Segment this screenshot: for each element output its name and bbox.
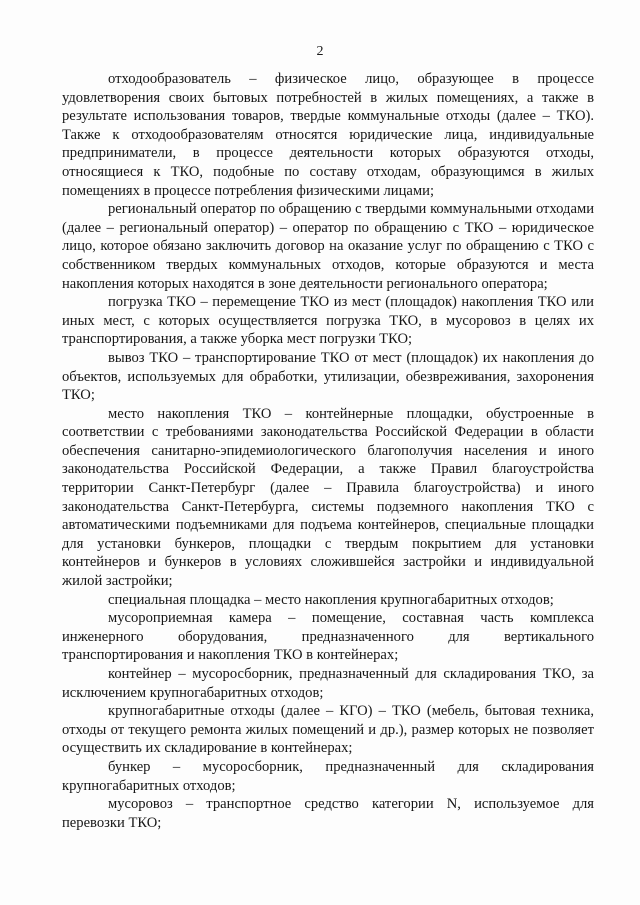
paragraph-bunker: бункер – мусоросборник, предназначенный для складирования крупногабаритных отходов; — [62, 758, 594, 794]
page-number: 2 — [316, 44, 324, 59]
paragraph-otkhodoobrazovatel: отходообразователь – физическое лицо, образующее в процессе удовлетворения своих бытовых потребностей в жилых помещениях, а также в результате использования товаров, твердые коммунальные отходы (далее – ТКО). Также к отходообразователям относятся юридические лица, индивидуальные предприниматели, в процессе деятельности которых образуются отходы, относящиеся к ТКО, подобные по составу отходам, образующимся в жилых помещениях в процессе потребления физическими лицами; — [62, 71, 594, 199]
paragraph-mesto-nakopleniya: место накопления ТКО – контейнерные площадки, обустроенные в соответствии с требованиями законодательства Российской Федерации в области обеспечения санитарно-эпидемиологического благополучия населения и иного законодательства Российской Федерации, а также Правил благоустройства территории Санкт-Петербург (далее – Правила благоустройства) и иного законодательства Санкт-Петербурга, системы подземного накопления ТКО с автоматическими подъемниками для подъема контейнеров, специальные площадки для установки бункеров, площадки с твердым покрытием для установки контейнеров и бункеров в условиях сложившейся застройки и индивидуальной жилой застройки; — [62, 405, 594, 590]
paragraph-musorovoz: мусоровоз – транспортное средство категории N, используемое для перевозки ТКО; — [62, 796, 594, 831]
paragraph-vyvoz-tko: вывоз ТКО – транспортирование ТКО от мест (площадок) их накопления до объектов, используемых для обработки, утилизации, обезвреживания, захоронения ТКО; — [62, 349, 594, 404]
paragraph-pogruzka-tko: погрузка ТКО – перемещение ТКО из мест (площадок) накопления ТКО или иных мест, с которых осуществляется погрузка ТКО, в мусоровоз в целях их транспортирования, а также уборка мест погрузки ТКО; — [62, 294, 594, 348]
paragraph-regionalnyi-operator: региональный оператор по обращению с твердыми коммунальными отходами (далее – региональный оператор) – оператор по обращению с ТКО – юридическое лицо, которое обязано заключить договор на оказание услуг по обращению с ТКО с собственником твердых коммунальных отходов, которые образуются и места накопления которых находятся в зоне деятельности регионального оператора; — [62, 201, 594, 292]
paragraph-spetsialnaya-ploshchadka: специальная площадка – место накопления крупногабаритных отходов; — [108, 591, 554, 608]
document-body — [62, 70, 594, 832]
paragraph-musoropriemnaya-kamera: мусороприемная камера – помещение, составная часть комплекса инженерного оборудования, предназначенного для вертикального транспортирования и накопления ТКО в контейнерах; — [62, 610, 594, 664]
paragraph-kgo: крупногабаритные отходы (далее – КГО) – ТКО (мебель, бытовая техника, отходы от текущего ремонта жилых помещений и др.), размер которых не позволяет осуществить их складирование в контейнерах; — [62, 703, 594, 757]
paragraph-konteiner: контейнер – мусоросборник, предназначенный для складирования ТКО, за исключением крупногабаритных отходов; — [62, 666, 594, 701]
